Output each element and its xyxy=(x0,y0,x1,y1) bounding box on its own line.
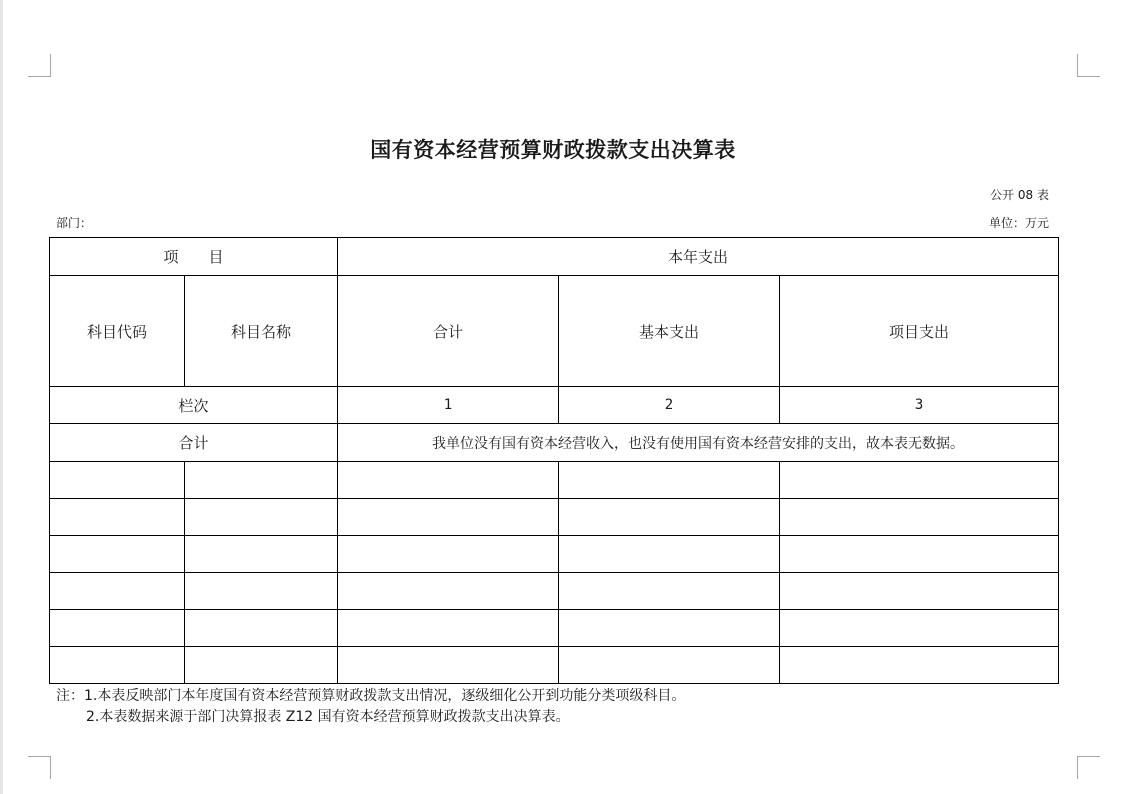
table-cell xyxy=(559,462,780,499)
document-title: 国有资本经营预算财政拨款支出决算表 xyxy=(370,137,736,162)
column-index-3: 3 xyxy=(780,387,1059,424)
crop-mark-top-left xyxy=(28,54,51,77)
table-cell xyxy=(338,462,559,499)
table-cell xyxy=(50,610,185,647)
table-cell xyxy=(780,462,1059,499)
crop-mark-bottom-right xyxy=(1077,756,1100,779)
crop-mark-bottom-left xyxy=(28,756,51,779)
table-row xyxy=(50,536,1059,573)
table-cell xyxy=(780,647,1059,684)
table-cell xyxy=(780,610,1059,647)
table-cell xyxy=(185,573,338,610)
table-cell xyxy=(338,499,559,536)
table-cell xyxy=(559,499,780,536)
table-row xyxy=(50,462,1059,499)
column-index-1: 1 xyxy=(338,387,559,424)
table-cell xyxy=(780,499,1059,536)
header-subject-name: 科目名称 xyxy=(185,276,338,387)
header-subject-code: 科目代码 xyxy=(50,276,185,387)
unit-label: 单位：万元 xyxy=(988,216,1049,230)
table-cell xyxy=(185,536,338,573)
table-cell xyxy=(50,499,185,536)
table-cell xyxy=(185,610,338,647)
column-index-2: 2 xyxy=(559,387,780,424)
header-basic-expenditure: 基本支出 xyxy=(559,276,780,387)
table-row xyxy=(50,610,1059,647)
table-row xyxy=(50,499,1059,536)
table-cell xyxy=(338,573,559,610)
table-cell xyxy=(780,573,1059,610)
table-subheader-row xyxy=(50,276,1059,387)
page-edge xyxy=(0,0,3,794)
table-cell xyxy=(338,610,559,647)
table-cell xyxy=(338,647,559,684)
total-row xyxy=(50,424,1059,462)
table-notes xyxy=(56,686,685,728)
header-project-expenditure: 项目支出 xyxy=(780,276,1059,387)
table-cell xyxy=(559,573,780,610)
table-cell xyxy=(50,573,185,610)
table-cell xyxy=(559,536,780,573)
header-current-year: 本年支出 xyxy=(338,238,1059,276)
column-index-label: 栏次 xyxy=(50,387,338,424)
note-2: 2.本表数据来源于部门决算报表 Z12 国有资本经营预算财政拨款支出决算表。 xyxy=(86,709,570,725)
department-label: 部门： xyxy=(56,216,93,230)
table-cell xyxy=(780,536,1059,573)
table-cell xyxy=(559,647,780,684)
table-cell xyxy=(338,536,559,573)
header-total: 合计 xyxy=(338,276,559,387)
table-header-row xyxy=(50,238,1059,276)
table-row xyxy=(50,573,1059,610)
table-cell xyxy=(185,647,338,684)
table-cell xyxy=(50,536,185,573)
column-index-row xyxy=(50,387,1059,424)
expenditure-table xyxy=(49,237,1059,684)
header-item: 项 目 xyxy=(50,238,338,276)
table-cell xyxy=(50,647,185,684)
table-cell xyxy=(50,462,185,499)
table-cell xyxy=(559,610,780,647)
note-1: 注：1.本表反映部门本年度国有资本经营预算财政拨款支出情况，逐级细化公开到功能分类项级科目。 xyxy=(56,688,686,704)
table-code: 公开 08 表 xyxy=(990,188,1049,202)
total-label: 合计 xyxy=(50,424,338,462)
crop-mark-top-right xyxy=(1077,54,1100,77)
no-data-notice: 我单位没有国有资本经营收入，也没有使用国有资本经营安排的支出，故本表无数据。 xyxy=(338,424,1059,462)
table-row xyxy=(50,647,1059,684)
table-cell xyxy=(185,462,338,499)
table-cell xyxy=(185,499,338,536)
